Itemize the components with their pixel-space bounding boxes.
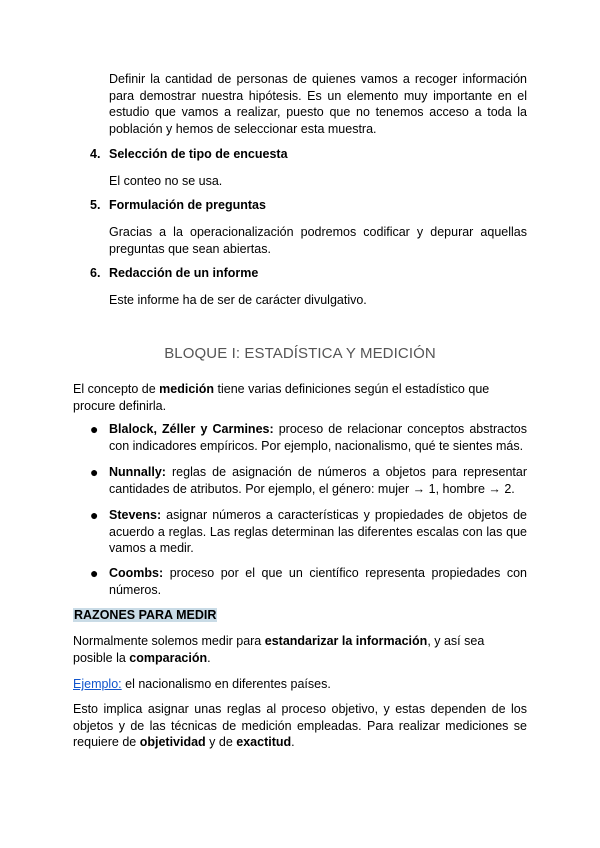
definition-item bbox=[109, 421, 527, 454]
definition-text: asignar números a características y propiedades de objetos de acuerdo a reglas. Las reglas determinan las diferentes escalas con las que vamos a medir. bbox=[109, 508, 527, 555]
definition-item bbox=[109, 565, 527, 598]
example-text: el nacionalismo en diferentes países. bbox=[121, 677, 331, 691]
step-number: 4. bbox=[90, 147, 101, 161]
razones-bold: objetividad bbox=[139, 735, 206, 749]
step-6-heading bbox=[90, 266, 258, 280]
razones-text: Esto implica asignar unas reglas al proceso objetivo, y estas dependen de los objetos y de las técnicas de medición empleadas. Para realizar mediciones se requiere de bbox=[73, 702, 527, 749]
definition-item bbox=[109, 507, 527, 557]
razones-text: Normalmente solemos medir para bbox=[73, 634, 265, 648]
step-title: Formulación de preguntas bbox=[109, 198, 266, 212]
definition-text: proceso de relacionar conceptos abstractos con indicadores empíricos. Por ejemplo, nacionalismo, qué te sientes más. bbox=[109, 422, 527, 453]
step-5-heading bbox=[90, 198, 266, 212]
example-link[interactable]: Ejemplo: bbox=[73, 677, 122, 691]
definition-text: reglas de asignación de números a objetos para representar cantidades de atributos. Por ejemplo, el género: mujer → 1, hombre → 2. bbox=[109, 465, 527, 496]
razones-text: , y así sea posible la bbox=[73, 634, 485, 665]
intro-paragraph: Definir la cantidad de personas de quienes vamos a recoger información para demostrar nuestra hipótesis. Es un elemento muy importante en el estudio que vamos a realizar, puesto que no tenemos acceso a toda la población y hemos de seleccionar esta muestra. bbox=[109, 72, 527, 136]
razones-text: . bbox=[207, 650, 211, 665]
concept-text: tiene varias definiciones según el estadístico que procure definirla. bbox=[73, 382, 490, 413]
razones-text: y de bbox=[205, 735, 237, 749]
bullet-icon: ● bbox=[90, 565, 99, 581]
razones-bold: estandarizar la información bbox=[264, 634, 428, 648]
concept-paragraph bbox=[73, 381, 527, 414]
step-title: Selección de tipo de encuesta bbox=[109, 147, 288, 161]
razones-bold: exactitud bbox=[236, 735, 292, 749]
razones-bold: comparación bbox=[129, 650, 208, 665]
step-title: Redacción de un informe bbox=[109, 266, 259, 280]
step-number: 6. bbox=[90, 266, 101, 280]
definition-text: proceso por el que un científico representa propiedades con números. bbox=[109, 566, 527, 597]
bullet-icon: ● bbox=[90, 421, 99, 437]
razones-title-line bbox=[73, 607, 527, 624]
step-4-heading bbox=[90, 147, 288, 161]
example-paragraph bbox=[73, 676, 527, 693]
step-number: 5. bbox=[90, 198, 101, 212]
definition-term: Blalock, Zéller y Carmines: bbox=[109, 422, 274, 436]
concept-text: El concepto de bbox=[73, 382, 160, 396]
bullet-icon: ● bbox=[90, 464, 99, 480]
bullet-icon: ● bbox=[90, 507, 99, 523]
step-5-text: Gracias a la operacionalización podremos codificar y depurar aquellas preguntas que sean abiertas. bbox=[109, 225, 527, 256]
step-4-text: El conteo no se usa. bbox=[109, 174, 223, 188]
razones-text: . bbox=[291, 735, 295, 749]
definition-item bbox=[109, 464, 527, 497]
razones-paragraph-3 bbox=[73, 701, 527, 751]
section-title: BLOQUE I: ESTADÍSTICA Y MEDICIÓN bbox=[164, 345, 436, 362]
razones-title: RAZONES PARA MEDIR bbox=[74, 608, 217, 622]
definition-term: Stevens: bbox=[109, 508, 162, 522]
definition-term: Nunnally: bbox=[109, 465, 166, 479]
razones-paragraph-1 bbox=[73, 633, 527, 666]
step-6-text: Este informe ha de ser de carácter divulgativo. bbox=[109, 293, 367, 307]
definition-term: Coombs: bbox=[109, 566, 164, 580]
concept-term: medición bbox=[159, 382, 215, 396]
